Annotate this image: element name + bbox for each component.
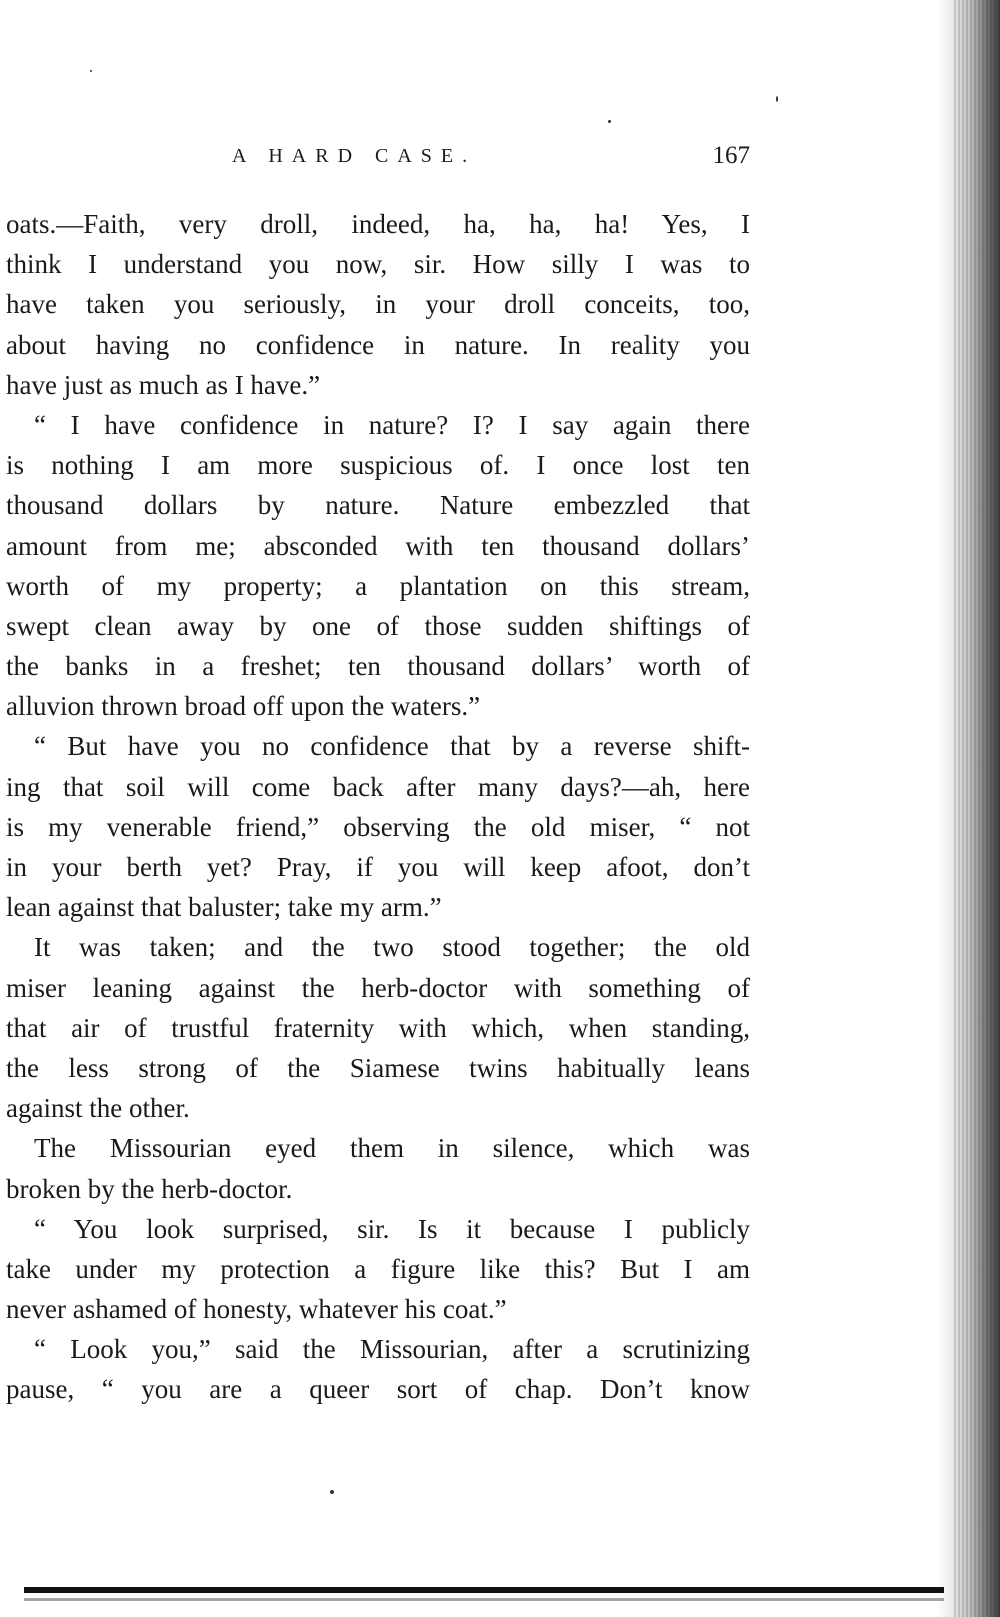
text-line: think I understand you now, sir. How silly I was to: [6, 249, 750, 280]
text-line: never ashamed of honesty, whatever his coat.”: [6, 1294, 507, 1325]
page-bottom-edge: [24, 1587, 944, 1593]
page-header: [0, 136, 750, 176]
text-line: oats.—Faith, very droll, indeed, ha, ha, ha! Yes, I: [6, 209, 750, 239]
ink-speck: [776, 96, 778, 102]
ink-speck: [330, 1490, 334, 1494]
text-line: the banks in a freshet; ten thousand dollars’ worth of: [6, 651, 750, 682]
text-line: about having no confidence in nature. In reality you: [6, 329, 750, 360]
text-line: in your berth yet? Pray, if you will keep afoot, don’t: [6, 852, 750, 882]
text-line: amount from me; absconded with ten thousand dollars’: [6, 530, 750, 561]
text-line: swept clean away by one of those sudden shiftings of: [6, 610, 750, 641]
text-line: take under my protection a figure like this? But I am: [6, 1253, 750, 1284]
text-line: that air of trustful fraternity with which, when standing,: [6, 1012, 750, 1043]
text-line: ing that soil will come back after many days?—ah, here: [6, 771, 750, 802]
text-line: have taken you seriously, in your droll conceits, too,: [6, 289, 750, 320]
text-line: broken by the herb-doctor.: [6, 1173, 293, 1204]
body-text: [6, 204, 750, 1410]
running-title: A HARD CASE.: [232, 145, 477, 167]
text-line: is nothing I am more suspicious of. I once lost ten: [6, 450, 750, 481]
text-line: The Missourian eyed them in silence, which was: [34, 1133, 750, 1164]
text-line: worth of my property; a plantation on this stream,: [6, 570, 750, 601]
page-edge-texture: [952, 0, 1000, 1617]
text-line: It was taken; and the two stood together; the old: [34, 932, 750, 963]
text-line: lean against that baluster; take my arm.”: [6, 892, 442, 923]
text-line: “ But have you no confidence that by a reverse shift-: [34, 731, 750, 762]
text-line: the less strong of the Siamese twins habitually leans: [6, 1052, 750, 1083]
text-line: pause, “ you are a queer sort of chap. Don’t know: [6, 1374, 750, 1405]
page-bottom-edge-shadow: [24, 1598, 944, 1601]
text-line: alluvion thrown broad off upon the waters.”: [6, 691, 481, 722]
text-line: “ You look surprised, sir. Is it because I publicly: [34, 1213, 750, 1244]
text-line: against the other.: [6, 1093, 190, 1124]
ink-speck: [90, 70, 92, 72]
text-line: have just as much as I have.”: [6, 369, 321, 400]
text-line: miser leaning against the herb-doctor with something of: [6, 972, 750, 1003]
ink-speck: [608, 120, 611, 123]
text-line: thousand dollars by nature. Nature embezzled that: [6, 490, 750, 521]
page-number: 167: [712, 142, 750, 169]
text-line: is my venerable friend,” observing the old miser, “ not: [6, 811, 750, 842]
text-line: “ Look you,” said the Missourian, after a scrutinizing: [34, 1334, 750, 1365]
text-line: “ I have confidence in nature? I? I say again there: [34, 409, 750, 440]
